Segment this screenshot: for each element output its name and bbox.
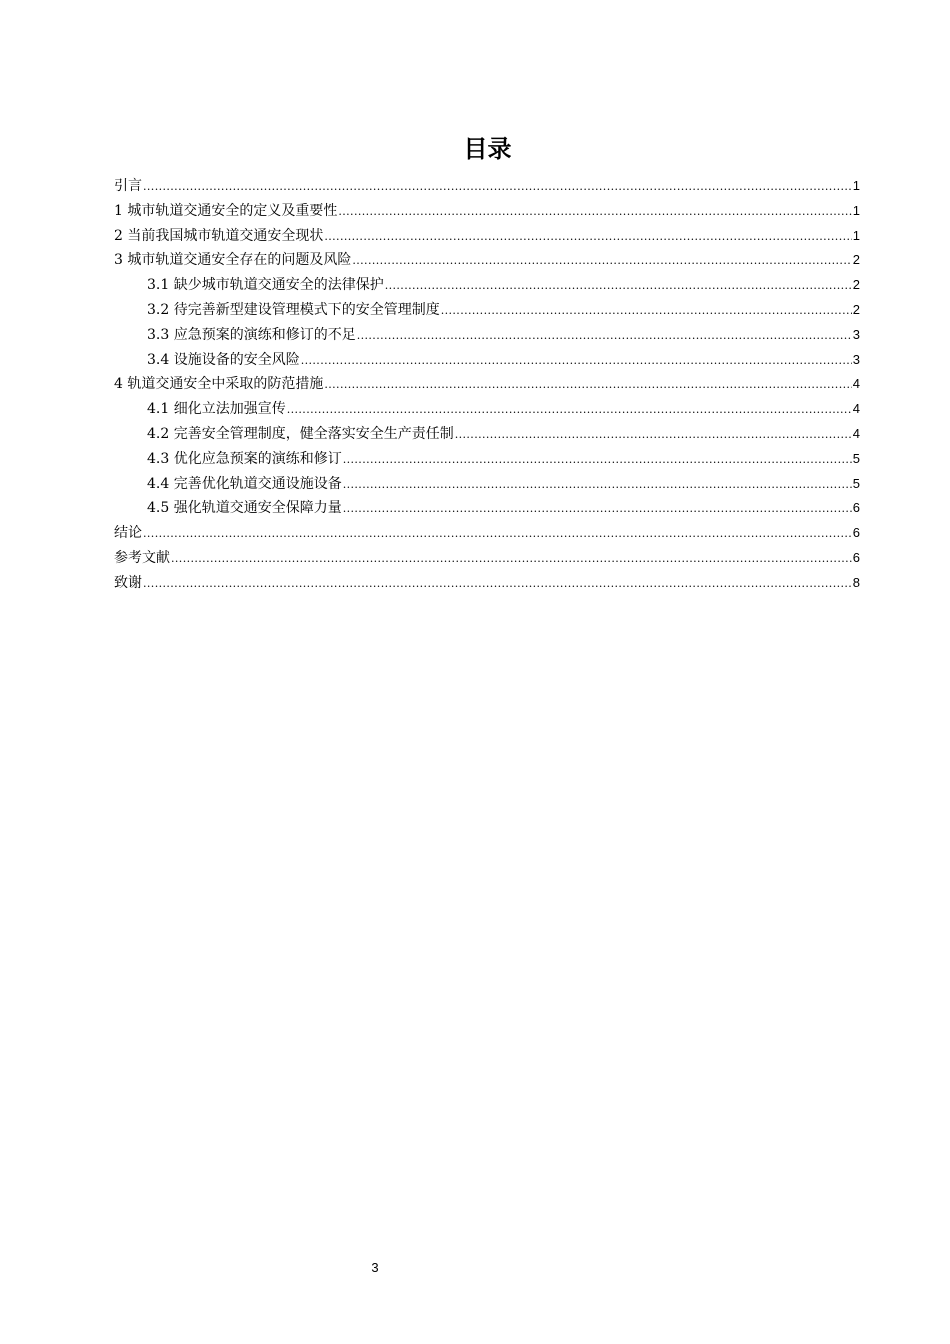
toc-dot-leader xyxy=(343,472,852,498)
toc-dot-leader xyxy=(287,397,852,423)
toc-entry-page: 6 xyxy=(852,549,860,565)
toc-dot-leader xyxy=(143,521,852,547)
toc-entry-section-4-5[interactable] xyxy=(114,496,860,521)
toc-entry-section-4-3[interactable] xyxy=(114,447,860,472)
toc-entry-page: 4 xyxy=(852,401,860,417)
toc-dot-leader xyxy=(301,348,852,374)
toc-entry-section-3-1[interactable] xyxy=(114,273,860,298)
toc-dot-leader xyxy=(352,248,851,274)
toc-dot-leader xyxy=(338,199,851,225)
toc-entry-section-4-2[interactable] xyxy=(114,422,860,447)
toc-entry-page: 2 xyxy=(852,252,860,268)
toc-dot-leader xyxy=(143,174,852,200)
toc-entry-text: 3.1 缺少城市轨道交通安全的法律保护 xyxy=(147,277,384,294)
toc-entry-page: 5 xyxy=(852,475,860,491)
toc-entry-section-3-3[interactable] xyxy=(114,323,860,348)
toc-entry-section-3-4[interactable] xyxy=(114,348,860,373)
toc-dot-leader xyxy=(324,372,851,398)
toc-entry-section-4-1[interactable] xyxy=(114,397,860,422)
toc-entry-text: 3 城市轨道交通安全存在的问题及风险 xyxy=(114,252,352,269)
toc-entry-text: 4 轨道交通安全中采取的防范措施 xyxy=(114,376,324,393)
toc-entry-text: 结论 xyxy=(114,525,142,542)
toc-entry-text: 4.4 完善优化轨道交通设施设备 xyxy=(147,475,342,492)
toc-entry-text: 2 当前我国城市轨道交通安全现状 xyxy=(114,227,324,244)
toc-entry-text: 4.3 优化应急预案的演练和修订 xyxy=(147,450,342,467)
toc-entry-section-4-4[interactable] xyxy=(114,472,860,497)
toc-entry-acknowledgements[interactable] xyxy=(114,571,860,596)
toc-entry-page: 2 xyxy=(852,277,860,293)
toc-entry-page: 5 xyxy=(852,450,860,466)
toc-entry-text: 1 城市轨道交通安全的定义及重要性 xyxy=(114,202,338,219)
toc-entry-text: 3.3 应急预案的演练和修订的不足 xyxy=(147,326,356,343)
toc-dot-leader xyxy=(455,422,852,448)
toc-entry-page: 6 xyxy=(852,500,860,516)
toc-list xyxy=(114,174,860,596)
toc-dot-leader xyxy=(343,447,852,473)
toc-dot-leader xyxy=(143,571,852,597)
toc-entry-section-3-2[interactable] xyxy=(114,298,860,323)
toc-entry-page: 1 xyxy=(852,227,860,243)
toc-entry-text: 参考文献 xyxy=(114,549,170,566)
toc-entry-page: 4 xyxy=(852,425,860,441)
toc-entry-introduction[interactable] xyxy=(114,174,860,199)
toc-dot-leader xyxy=(441,298,852,324)
toc-entry-section-2[interactable] xyxy=(114,224,860,249)
toc-entry-page: 1 xyxy=(852,202,860,218)
toc-title: 目录 xyxy=(463,135,512,163)
toc-entry-page: 1 xyxy=(852,178,860,193)
toc-dot-leader xyxy=(324,224,851,250)
page-number: 3 xyxy=(371,1260,379,1275)
toc-entry-text: 引言 xyxy=(114,178,142,194)
toc-dot-leader xyxy=(385,273,852,299)
toc-entry-section-4[interactable] xyxy=(114,372,860,397)
toc-entry-text: 3.4 设施设备的安全风险 xyxy=(147,351,300,368)
toc-entry-references[interactable] xyxy=(114,546,860,571)
toc-entry-page: 8 xyxy=(852,574,860,590)
toc-entry-text: 4.2 完善安全管理制度，健全落实安全生产责任制 xyxy=(147,425,454,442)
toc-entry-page: 3 xyxy=(852,326,860,342)
toc-entry-section-1[interactable] xyxy=(114,199,860,224)
toc-entry-page: 4 xyxy=(852,376,860,392)
toc-entry-text: 致谢 xyxy=(114,574,142,591)
toc-entry-text: 4.1 细化立法加强宣传 xyxy=(147,401,286,418)
toc-entry-page: 3 xyxy=(852,351,860,367)
toc-entry-page: 2 xyxy=(852,301,860,317)
toc-entry-conclusion[interactable] xyxy=(114,521,860,546)
toc-dot-leader xyxy=(171,546,852,572)
toc-entry-text: 3.2 待完善新型建设管理模式下的安全管理制度 xyxy=(147,301,440,318)
toc-entry-page: 6 xyxy=(852,525,860,541)
toc-dot-leader xyxy=(357,323,852,349)
toc-entry-section-3[interactable] xyxy=(114,248,860,273)
toc-dot-leader xyxy=(343,496,852,522)
toc-entry-text: 4.5 强化轨道交通安全保障力量 xyxy=(147,500,342,517)
